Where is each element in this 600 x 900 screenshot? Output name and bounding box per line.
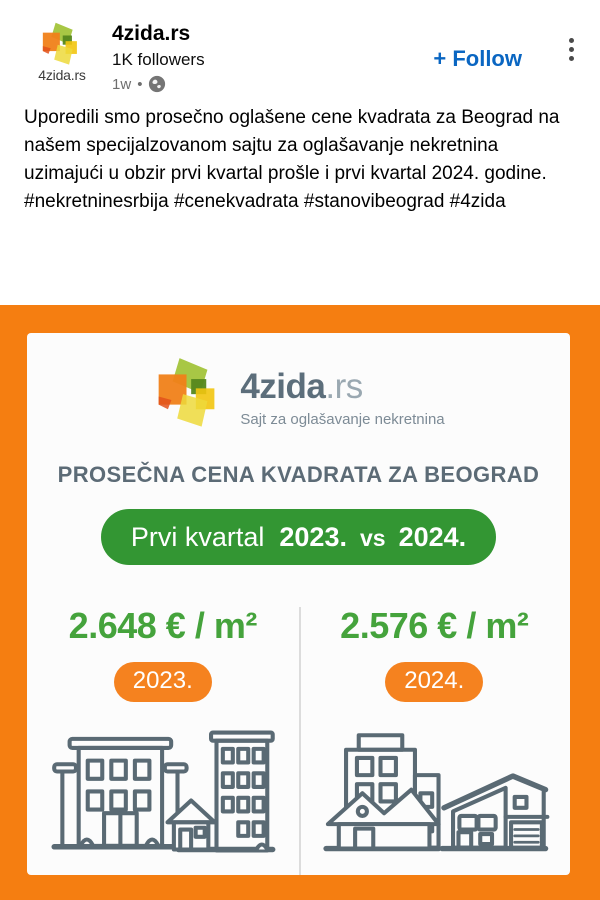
period-pill [101,509,496,565]
post-body: Uporedili smo prosečno oglašene cene kvadrata za Beograd na našem specijalzovanom sajtu za oglašavanje nekretnina uzimajući u obzir prvi kvartal prošle i prvi kvartal 2024. godine. [24,107,560,185]
post-image[interactable] [0,305,600,900]
pill-year-right: 2024. [398,522,467,552]
post-text [0,93,600,216]
4zida-logo-mark-icon [152,357,228,429]
page-name[interactable]: 4zida.rs [112,22,191,45]
post-hashtags: #nekretninesrbija #cenekvadrata #stanovibeograd #4zida [24,191,506,213]
avatar-caption: 4zida.rs [38,67,86,83]
buildings-illustration-2024 [299,728,571,869]
price-unit: / m² [466,605,529,647]
price-value: 2.576 € [340,605,457,647]
card-title: PROSEČNA CENA KVADRATA ZA BEOGRAD [57,462,540,487]
year-badge-2024: 2024. [385,662,483,702]
logo-text [240,357,444,428]
4zida-logo-mark-icon [38,22,86,66]
globe-icon [148,75,166,93]
infographic-card [27,333,570,875]
year-badge-2023: 2023. [114,662,212,702]
column-2024 [299,605,571,869]
price-unit: / m² [194,605,257,647]
pill-vs: vs [359,525,386,551]
post-header [0,0,600,93]
post-meta [112,75,580,93]
pill-year-left: 2023. [279,522,347,552]
page-avatar[interactable] [24,22,100,83]
logo-tld: .rs [325,367,363,406]
timestamp: 1w [112,75,132,93]
logo-tagline: Sajt za oglašavanje nekretnina [240,411,445,428]
logo-brand: 4zida [240,367,326,406]
buildings-illustration-2023 [27,728,299,869]
price-comparison [27,605,570,869]
meta-separator: • [137,75,143,93]
price-2024 [299,605,571,647]
column-2023 [27,605,299,869]
follow-button[interactable]: + Follow [425,42,530,76]
price-2023 [27,605,299,647]
kebab-menu-icon[interactable] [563,32,580,67]
card-logo [27,333,570,429]
column-divider [299,607,301,875]
pill-prefix: Prvi kvartal [130,522,265,552]
price-value: 2.648 € [68,605,186,647]
followers-count: 1K followers [112,50,205,70]
